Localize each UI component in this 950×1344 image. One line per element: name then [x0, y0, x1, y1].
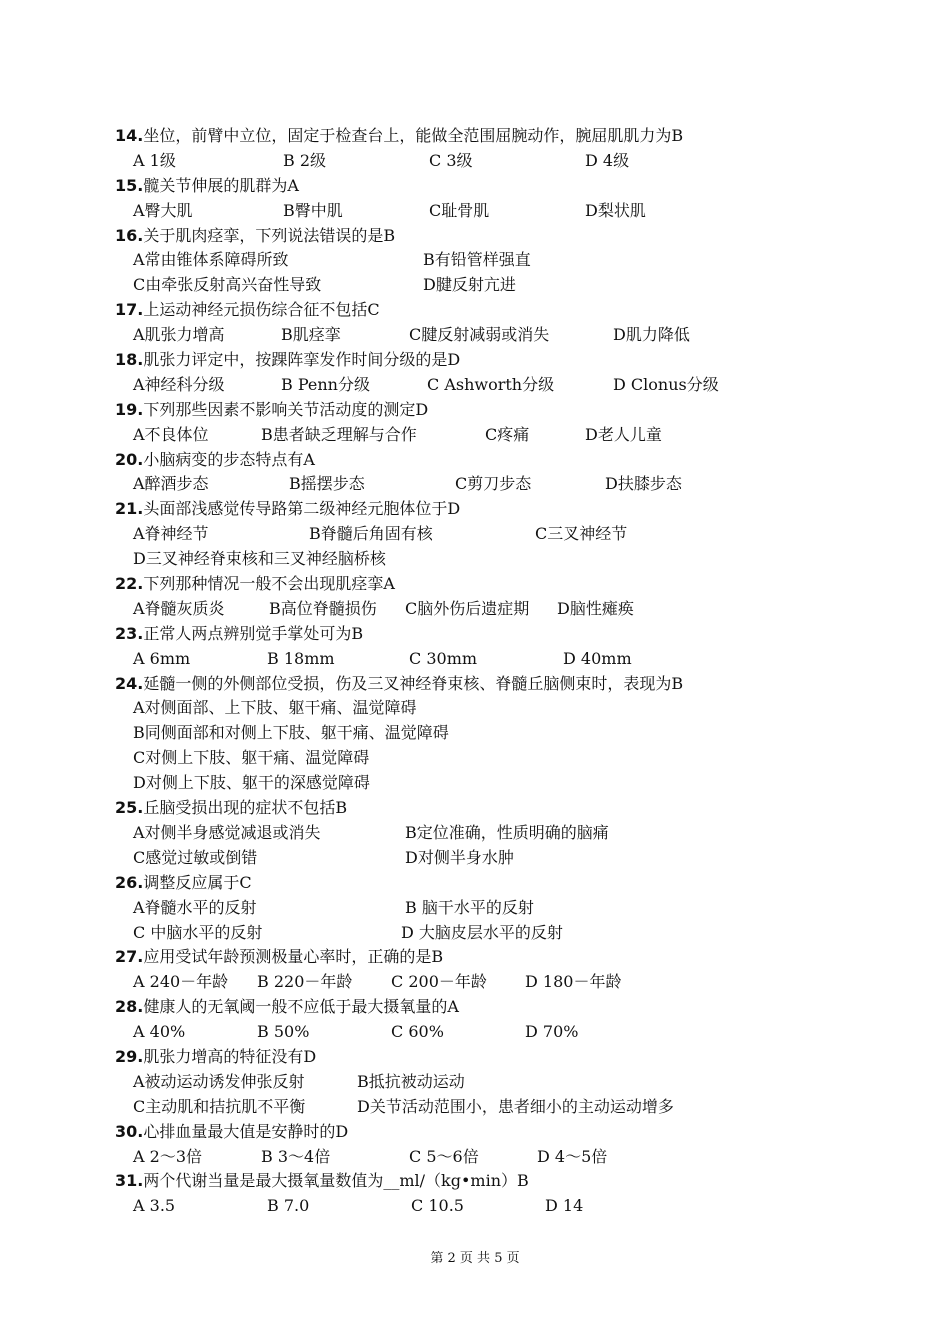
option-item: B 7.0 [267, 1196, 310, 1216]
option-item: D对侧上下肢、躯干的深感觉障碍 [133, 773, 370, 793]
option-item: D关节活动范围小，患者细小的主动运动增多 [357, 1096, 674, 1116]
question-number: 23. [115, 623, 144, 643]
option-item: B同侧面部和对侧上下肢、躯干痛、温觉障碍 [133, 723, 449, 743]
question-number: 25. [115, 798, 144, 818]
question-text: 头面部浅感觉传导路第二级神经元胞体位于D [143, 499, 461, 519]
question-number: 31. [115, 1171, 144, 1191]
question-text: 丘脑受损出现的症状不包括B [143, 798, 348, 818]
question-text: 关于肌肉痉挛，下列说法错误的是B [143, 225, 396, 245]
question-text: 健康人的无氧阈一般不应低于最大摄氧量的A [143, 997, 459, 1017]
question-stem [115, 622, 815, 647]
page-footer: 第 2 页 共 5 页 [430, 1251, 520, 1266]
option-item: A被动运动诱发伸张反射 [133, 1071, 305, 1091]
option-line [115, 1145, 815, 1170]
option-item: B患者缺乏理解与合作 [261, 424, 417, 444]
option-item: A肌张力增高 [133, 325, 225, 345]
option-line [115, 373, 815, 398]
option-line [115, 248, 815, 273]
option-item: B Penn分级 [281, 374, 370, 394]
option-line [115, 771, 815, 796]
option-line [115, 1194, 815, 1219]
option-item: B定位准确，性质明确的脑痛 [405, 822, 609, 842]
option-item: D 大脑皮层水平的反射 [401, 922, 563, 942]
question-text: 肌张力评定中，按踝阵挛发作时间分级的是D [143, 350, 461, 370]
option-line [115, 846, 815, 871]
option-item: B 18mm [267, 648, 335, 668]
question-text: 延髓一侧的外侧部位受损，伤及三叉神经脊束核、脊髓丘脑侧束时，表现为B [143, 673, 684, 693]
question-number: 18. [115, 350, 144, 370]
option-item: C 200－年龄 [391, 972, 487, 992]
question-text: 心排血量最大值是安静时的D [143, 1121, 349, 1141]
question-list [115, 124, 815, 1219]
option-line [115, 921, 815, 946]
question-stem [115, 572, 815, 597]
option-item: A 1级 [133, 150, 176, 170]
option-item: C 30mm [409, 648, 478, 668]
option-item: D扶膝步态 [605, 474, 682, 494]
option-item: A 2～3倍 [133, 1146, 203, 1166]
option-item: A醉酒步态 [133, 474, 209, 494]
option-item: A 3.5 [133, 1196, 176, 1216]
question-stem [115, 448, 815, 473]
option-item: A臀大肌 [133, 200, 193, 220]
question-number: 24. [115, 673, 144, 693]
option-line [115, 746, 815, 771]
option-line [115, 199, 815, 224]
option-item: C由牵张反射高兴奋性导致 [133, 275, 322, 295]
question-stem [115, 1169, 815, 1194]
option-item: B高位脊髓损伤 [269, 598, 377, 618]
option-item: C 中脑水平的反射 [133, 922, 263, 942]
option-line [115, 423, 815, 448]
option-item: A 6mm [133, 648, 191, 668]
option-line [115, 696, 815, 721]
option-item: D 70% [525, 1022, 579, 1042]
option-line [115, 1070, 815, 1095]
option-item: C疼痛 [485, 424, 530, 444]
option-item: D肌力降低 [613, 325, 690, 345]
option-item: B脊髓后角固有核 [309, 524, 433, 544]
option-item: B 50% [257, 1022, 310, 1042]
option-item: B 脑干水平的反射 [405, 897, 534, 917]
question-text: 调整反应属于C [143, 872, 252, 892]
question-number: 30. [115, 1121, 144, 1141]
option-line [115, 149, 815, 174]
option-line [115, 323, 815, 348]
option-item: C 60% [391, 1022, 444, 1042]
question-number: 19. [115, 399, 144, 419]
question-stem [115, 174, 815, 199]
option-item: D 180－年龄 [525, 972, 622, 992]
question-number: 27. [115, 947, 144, 967]
option-item: A脊髓灰质炎 [133, 598, 225, 618]
question-stem [115, 1120, 815, 1145]
option-item: D老人儿童 [585, 424, 662, 444]
option-item: D 4级 [585, 150, 630, 170]
question-number: 26. [115, 872, 144, 892]
question-number: 29. [115, 1046, 144, 1066]
option-item: B肌痉挛 [281, 325, 341, 345]
option-line [115, 1020, 815, 1045]
option-item: C Ashworth分级 [427, 374, 555, 394]
option-item: A 40% [133, 1022, 186, 1042]
option-item: A常由锥体系障碍所致 [133, 250, 289, 270]
option-item: D三叉神经脊束核和三叉神经脑桥核 [133, 549, 386, 569]
question-text: 坐位，前臂中立位，固定于检查台上，能做全范围屈腕动作，腕屈肌肌力为B [143, 126, 684, 145]
option-item: A脊神经节 [133, 524, 209, 544]
question-stem [115, 224, 815, 249]
option-item: D 14 [545, 1196, 584, 1216]
question-text: 应用受试年龄预测极量心率时，正确的是B [143, 947, 444, 967]
question-stem [115, 1045, 815, 1070]
option-item: A 240－年龄 [133, 972, 229, 992]
option-item: D脑性瘫痪 [557, 598, 634, 618]
option-line [115, 547, 815, 572]
option-item: C三叉神经节 [535, 524, 628, 544]
option-item: C主动肌和拮抗肌不平衡 [133, 1096, 306, 1116]
question-text: 两个代谢当量是最大摄氧量数值为__ml/（kg•min）B [143, 1171, 529, 1191]
question-text: 下列那些因素不影响关节活动度的测定D [143, 399, 429, 419]
option-item: C 5～6倍 [409, 1146, 479, 1166]
option-item: B 2级 [283, 150, 327, 170]
option-item: B臀中肌 [283, 200, 343, 220]
question-number: 20. [115, 449, 144, 469]
question-text: 上运动神经元损伤综合征不包括C [143, 300, 380, 320]
question-text: 髋关节伸展的肌群为A [143, 175, 299, 195]
option-item: C腱反射减弱或消失 [409, 325, 550, 345]
option-line [115, 273, 815, 298]
option-item: B 3～4倍 [261, 1146, 331, 1166]
option-item: A脊髓水平的反射 [133, 897, 257, 917]
question-stem [115, 398, 815, 423]
option-item: D 4～5倍 [537, 1146, 608, 1166]
question-text: 下列那种情况一般不会出现肌痉挛A [143, 574, 395, 594]
option-item: C对侧上下肢、躯干痛、温觉障碍 [133, 748, 370, 768]
question-text: 肌张力增高的特征没有D [143, 1046, 317, 1066]
option-item: B摇摆步态 [289, 474, 365, 494]
question-stem [115, 995, 815, 1020]
question-stem [115, 497, 815, 522]
option-line [115, 896, 815, 921]
question-stem [115, 672, 815, 697]
option-item: D梨状肌 [585, 200, 646, 220]
option-item: D Clonus分级 [613, 374, 719, 394]
option-item: C 3级 [429, 150, 473, 170]
option-item: A对侧半身感觉减退或消失 [133, 822, 321, 842]
option-item: B 220－年龄 [257, 972, 353, 992]
question-text: 正常人两点辨别觉手掌处可为B [143, 623, 364, 643]
option-line [115, 647, 815, 672]
option-item: D对侧半身水肿 [405, 847, 514, 867]
option-line [115, 472, 815, 497]
option-item: A对侧面部、上下肢、躯干痛、温觉障碍 [133, 698, 417, 718]
question-text: 小脑病变的步态特点有A [143, 449, 315, 469]
option-item: C耻骨肌 [429, 200, 490, 220]
option-line [115, 970, 815, 995]
option-item: D腱反射亢进 [423, 275, 516, 295]
question-number: 28. [115, 997, 144, 1017]
option-line [115, 597, 815, 622]
question-stem [115, 871, 815, 896]
option-item: B有铅管样强直 [423, 250, 531, 270]
option-line [115, 522, 815, 547]
option-item: C脑外伤后遗症期 [405, 598, 530, 618]
option-line [115, 721, 815, 746]
question-number: 14. [115, 126, 144, 145]
option-line [115, 1095, 815, 1120]
option-item: D 40mm [563, 648, 632, 668]
option-item: C感觉过敏或倒错 [133, 847, 258, 867]
question-number: 16. [115, 225, 144, 245]
question-stem [115, 298, 815, 323]
option-item: C剪刀步态 [455, 474, 532, 494]
option-item: A神经科分级 [133, 374, 225, 394]
question-stem [115, 945, 815, 970]
option-item: B抵抗被动运动 [357, 1071, 465, 1091]
question-stem [115, 348, 815, 373]
question-stem [115, 124, 815, 149]
option-item: A不良体位 [133, 424, 209, 444]
question-number: 22. [115, 574, 144, 594]
option-line [115, 821, 815, 846]
option-item: C 10.5 [411, 1196, 464, 1216]
question-number: 17. [115, 300, 144, 320]
question-number: 15. [115, 175, 144, 195]
question-number: 21. [115, 499, 144, 519]
question-stem [115, 796, 815, 821]
